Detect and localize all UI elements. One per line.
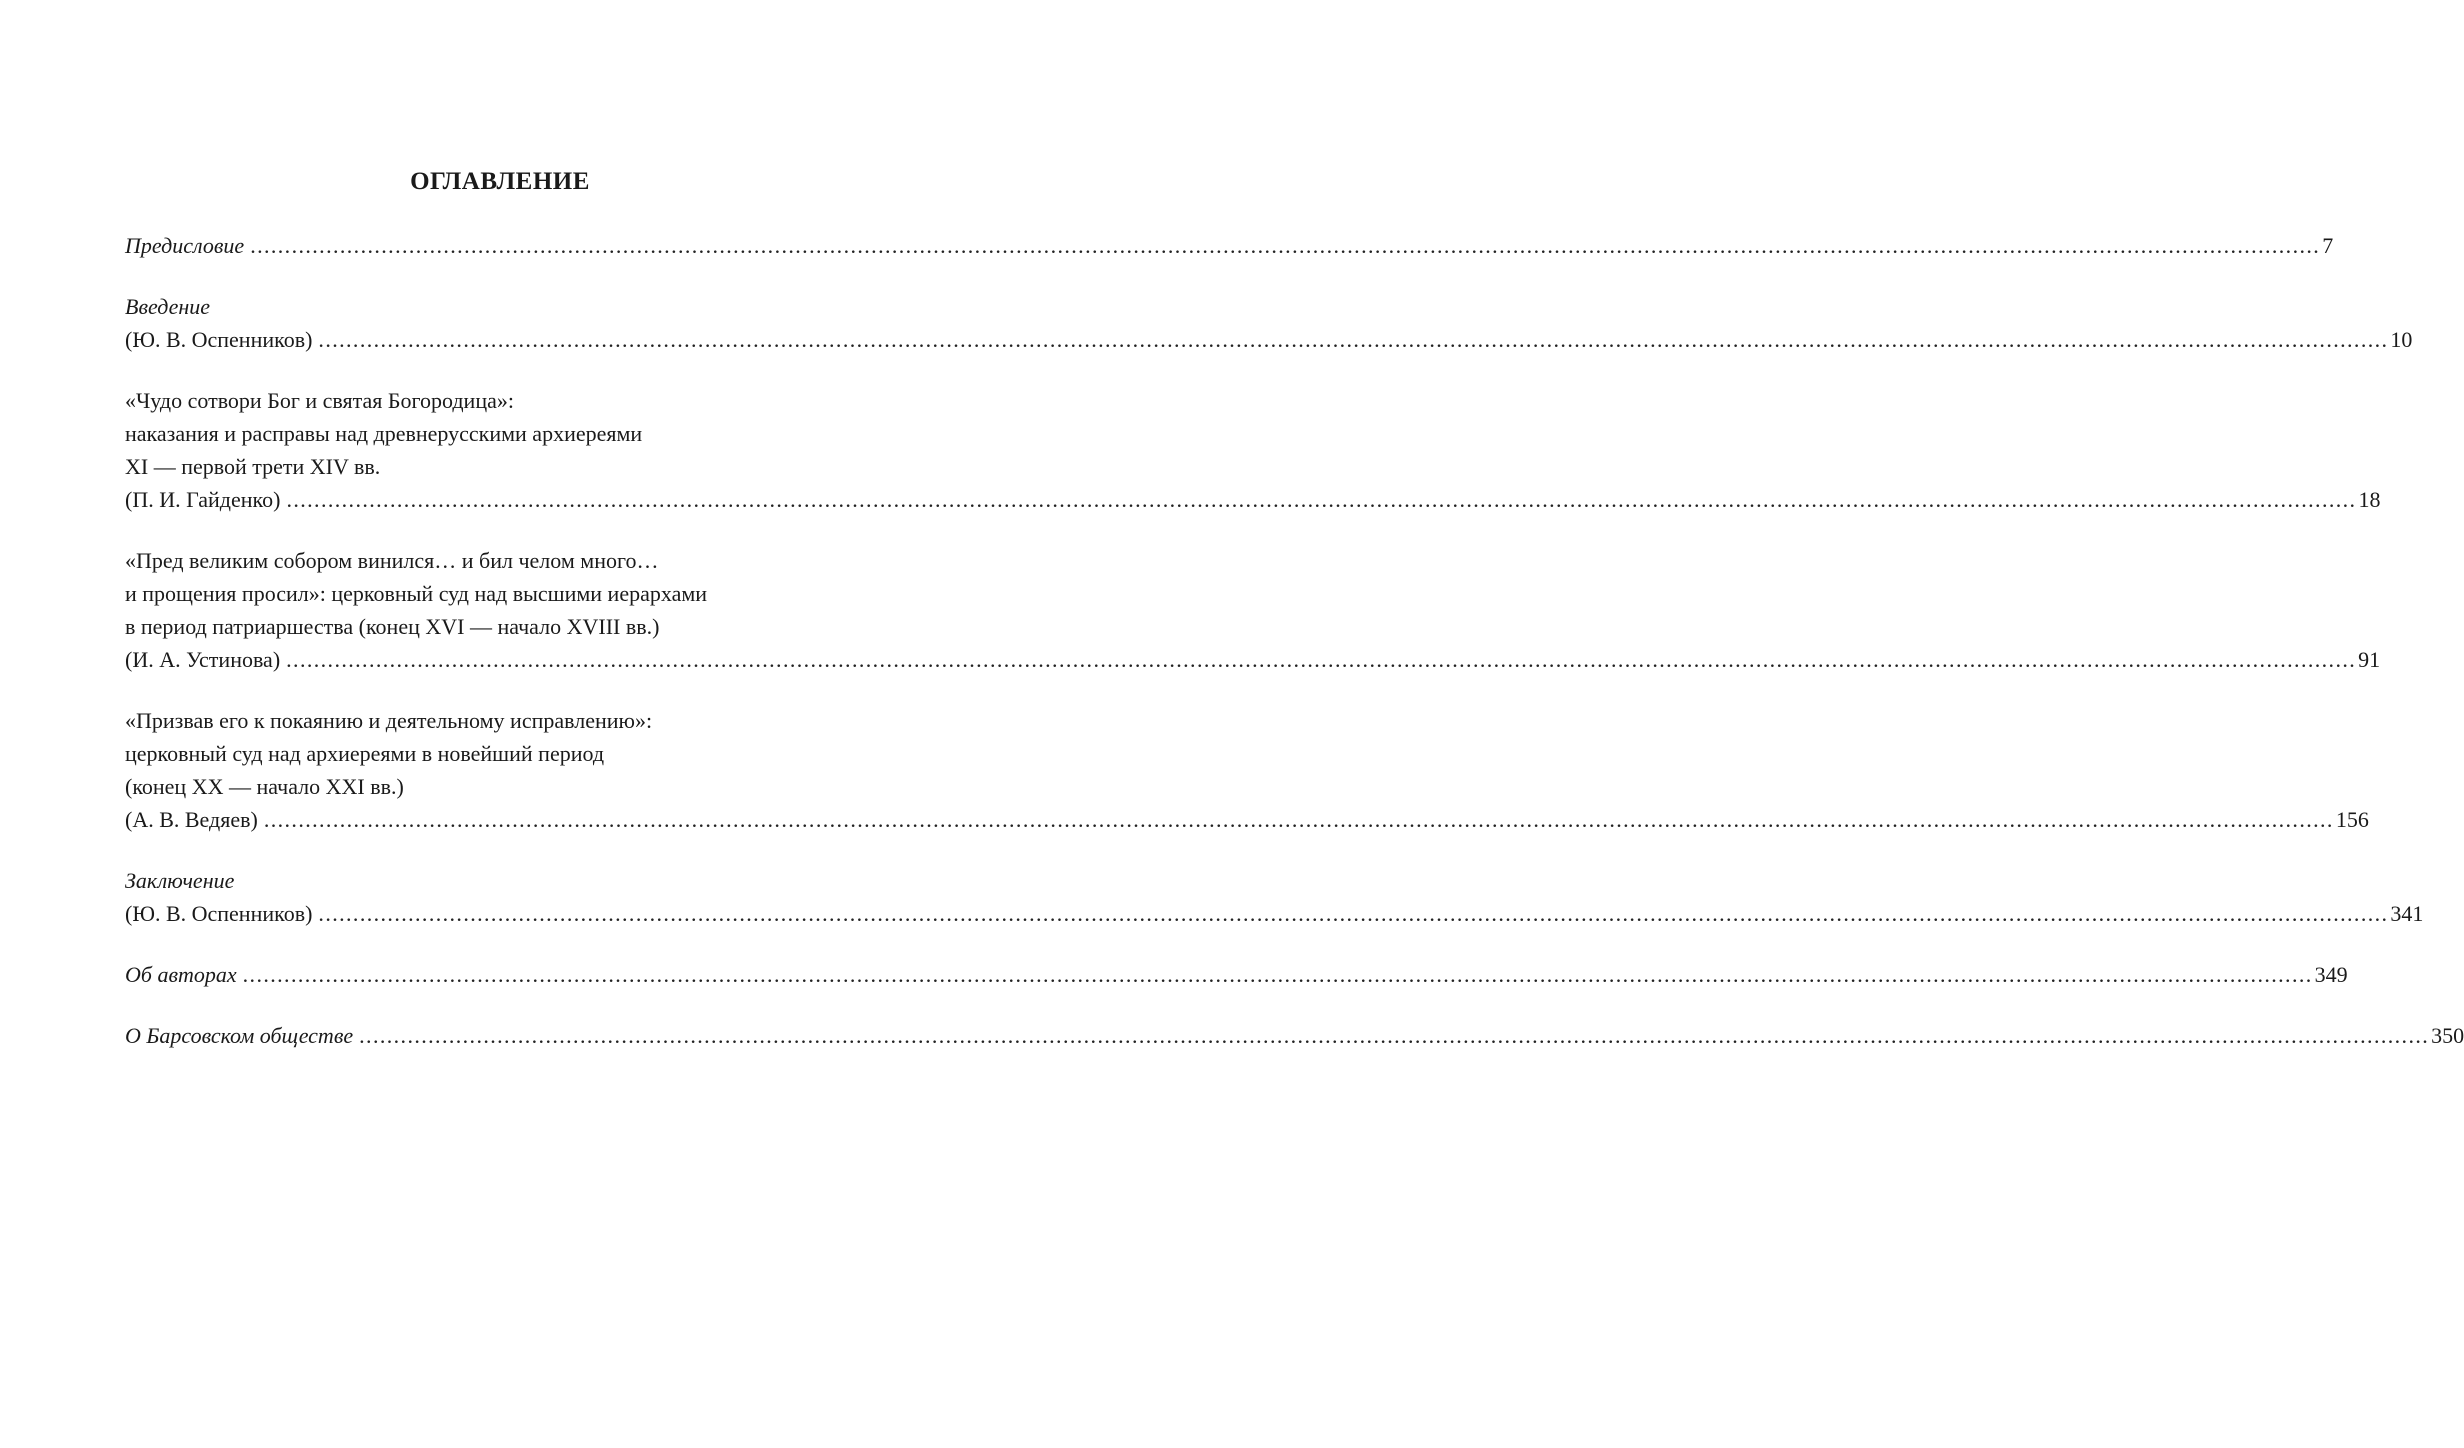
toc-page-number: 350	[2431, 1023, 2464, 1048]
dot-leader: ............................................................................................................................................................................................................................................................................................................	[263, 807, 2334, 832]
dot-leader: ............................................................................................................................................................................................................................................................................................................	[318, 901, 2389, 926]
toc-entry-leader-line	[125, 958, 2348, 991]
toc-page-number: 7	[2322, 233, 2334, 258]
toc-entry-title-line: «Пред великим собором винился… и бил челом много…	[125, 548, 659, 573]
toc-entry-chapter-3[interactable]	[125, 704, 2369, 836]
table-of-contents	[125, 229, 2464, 1080]
toc-entry-author: (Ю. В. Оспенников)	[125, 327, 313, 352]
page-title: ОГЛАВЛЕНИЕ	[410, 168, 590, 195]
toc-entry-title-line: наказания и расправы над древнерусскими архиереями	[125, 421, 643, 446]
dot-leader: ............................................................................................................................................................................................................................................................................................................	[318, 327, 2389, 352]
toc-entry-title-line: «Призвав его к покаянию и деятельному исправлению»:	[125, 708, 653, 733]
toc-entry-leader-line	[125, 229, 2334, 262]
toc-entry-author: (И. А. Устинова)	[125, 647, 281, 672]
toc-page-number: 156	[2335, 807, 2369, 832]
toc-entry-author: (Ю. В. Оспенников)	[125, 901, 313, 926]
dot-leader: ............................................................................................................................................................................................................................................................................................................	[286, 487, 2357, 512]
toc-entry-title-line: «Чудо сотвори Бог и святая Богородица»:	[125, 388, 514, 413]
toc-page-number: 18	[2358, 487, 2381, 512]
toc-entry-title-line: церковный суд над архиереями в новейший период	[125, 741, 605, 766]
toc-page-number: 91	[2358, 647, 2381, 672]
toc-entry-title-line: и прощения просил»: церковный суд над высшими иерархами	[125, 581, 708, 606]
toc-entry-title: Предисловие	[125, 233, 245, 258]
toc-entry-leader-line	[125, 323, 2413, 356]
toc-entry-leader-line	[125, 643, 2381, 676]
toc-entry-chapter-1[interactable]	[125, 384, 2381, 516]
toc-entry-title: Об авторах	[125, 962, 237, 987]
toc-entry-conclusion[interactable]	[125, 864, 2424, 930]
toc-entry-title-line: (конец XX — начало XXI вв.)	[125, 774, 404, 799]
toc-entry-leader-line	[125, 1019, 2464, 1052]
dot-leader: ............................................................................................................................................................................................................................................................................................................	[250, 233, 2321, 258]
toc-entry-title: О Барсовском обществе	[125, 1023, 354, 1048]
toc-entry-barsov-society[interactable]	[125, 1019, 2464, 1052]
dot-leader: ............................................................................................................................................................................................................................................................................................................	[286, 647, 2357, 672]
toc-entry-title: Введение	[125, 294, 211, 319]
toc-entry-title-line: XI — первой трети XIV вв.	[125, 454, 381, 479]
toc-entry-preface[interactable]	[125, 229, 2334, 262]
dot-leader: ............................................................................................................................................................................................................................................................................................................	[242, 962, 2313, 987]
toc-page-number: 349	[2314, 962, 2348, 987]
toc-entry-chapter-2[interactable]	[125, 544, 2381, 676]
dot-leader: ............................................................................................................................................................................................................................................................................................................	[359, 1023, 2430, 1048]
toc-entry-author: (П. И. Гайденко)	[125, 487, 281, 512]
toc-entry-leader-line	[125, 897, 2424, 930]
toc-entry-about-authors[interactable]	[125, 958, 2348, 991]
toc-page-number: 10	[2390, 327, 2413, 352]
toc-entry-title: Заключение	[125, 868, 235, 893]
toc-entry-leader-line	[125, 483, 2381, 516]
toc-entry-introduction[interactable]	[125, 290, 2413, 356]
toc-entry-leader-line	[125, 803, 2369, 836]
toc-entry-title-line: в период патриаршества (конец XVI — начало XVIII вв.)	[125, 614, 660, 639]
toc-page-number: 341	[2390, 901, 2424, 926]
toc-entry-author: (А. В. Ведяев)	[125, 807, 258, 832]
